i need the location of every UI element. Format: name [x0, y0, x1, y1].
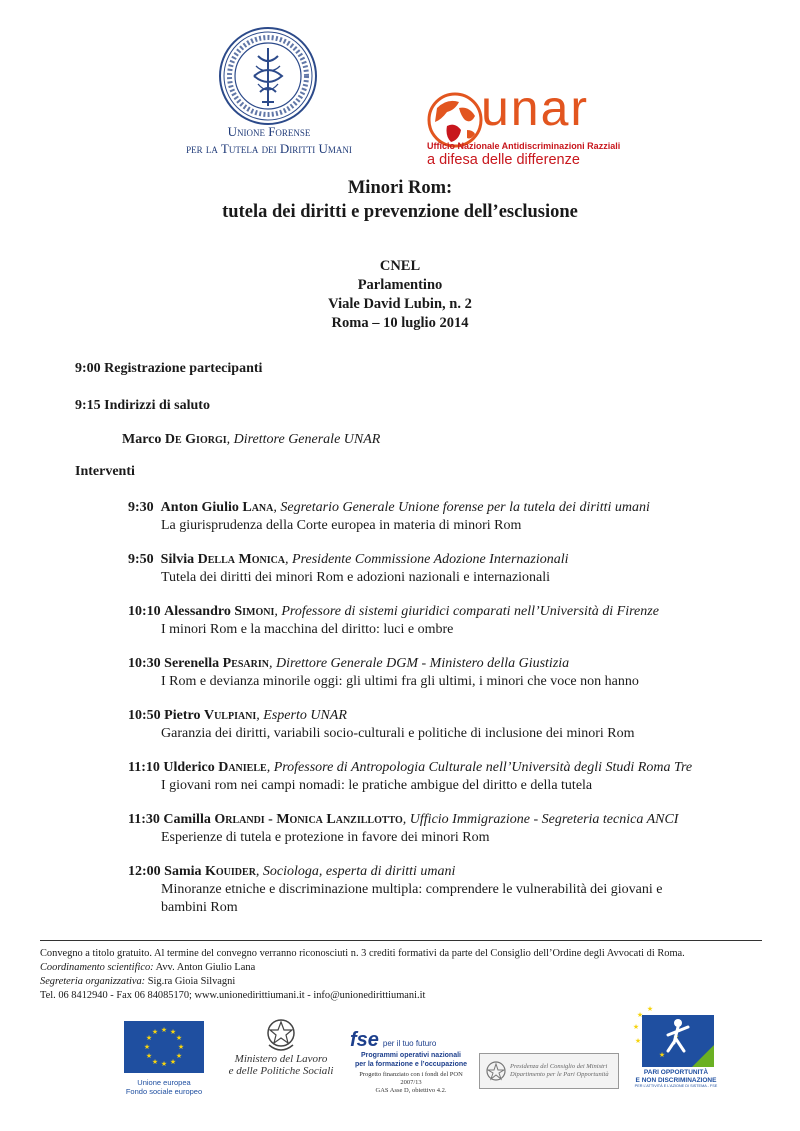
talk-topic: Tutela dei diritti dei minori Rom e adozioni nazionali e internazionali [161, 570, 551, 585]
greeter-line [122, 431, 380, 449]
po-label-2: E NON DISCRIMINAZIONE [635, 1076, 717, 1084]
speaker-role: , Esperto UNAR [256, 708, 347, 723]
footer-info [40, 947, 770, 1003]
speaker-first-name: Alessandro [164, 604, 235, 619]
speaker-last-name: Vulpiani [203, 708, 257, 723]
document-title [0, 176, 800, 224]
venue-line2: Parlamentino [357, 277, 443, 293]
talk-item [128, 863, 718, 917]
venue-line4: Roma – 10 luglio 2014 [331, 315, 469, 331]
presidency-emblem-icon [484, 1059, 508, 1085]
speaker-first-name: Serenella [164, 656, 223, 671]
talk-item [128, 707, 718, 743]
speaker-first-name: Pietro [164, 708, 204, 723]
footer-coord-value: Avv. Anton Giulio Lana [153, 962, 256, 973]
speaker-role: , Direttore Generale DGM - Ministero della Giustizia [268, 656, 570, 671]
pon-label-1: Progetto finanziato con i fondi del PON 2007/13 [359, 1071, 463, 1086]
speaker-last-name: Kouider [205, 864, 256, 879]
footer-credits-note: Convegno a titolo gratuito. Al termine del convegno verranno riconosciuti n. 3 crediti formativi da parte del Consiglio dell’Ordine degli Avvocati di Roma. [40, 948, 685, 959]
svg-text:★: ★ [175, 1052, 183, 1060]
union-name-line2: per la Tutela dei Diritti Umani [186, 141, 352, 156]
venue-line1: CNEL [379, 258, 421, 274]
talk-item [128, 759, 718, 795]
svg-text:★: ★ [145, 1034, 153, 1042]
talk-item [128, 655, 718, 691]
unar-tagline: a difesa delle differenze [427, 152, 580, 168]
title-line1: Minori Rom: [347, 178, 453, 198]
svg-text:★: ★ [632, 1023, 640, 1031]
venue-line3: Viale David Lubin, n. 2 [328, 296, 472, 312]
svg-text:★: ★ [634, 1037, 642, 1045]
pari-opportunita-logo [630, 1005, 722, 1089]
speaker-last-name: Della Monica [197, 552, 286, 567]
svg-text:★: ★ [672, 1033, 680, 1041]
talk-time: 11:10 [128, 760, 160, 775]
ministry-label-1: Ministero del Lavoro [234, 1053, 328, 1065]
speaker-first-name: Anton Giulio [160, 500, 243, 515]
talk-topic: Garanzia dei diritti, variabili socio-culturali e politiche di inclusione dei minori Rom [161, 726, 635, 741]
speaker-role: , Segretario Generale Unione forense per la tutela dei diritti umani [273, 500, 650, 515]
talk-topic: Minoranze etniche e discriminazione multipla: comprendere le vulnerabilità dei giovani e bambini Rom [161, 882, 663, 915]
talk-time: 11:30 [128, 812, 160, 827]
italian-emblem-icon [264, 1015, 298, 1053]
footer-seg-label: Segreteria organizzativa: [40, 976, 146, 987]
talk-item [128, 551, 718, 587]
eu-label-1: Unione europea [137, 1078, 191, 1087]
talk-topic: La giurisprudenza della Corte europea in materia di minori Rom [161, 518, 522, 533]
talk-topic: I Rom e devianza minorile oggi: gli ultimi fra gli ultimi, i minori che voce non hanno [161, 674, 639, 689]
union-name-line1: Unione Forense [227, 124, 311, 139]
speaker-last-name: Pesarin [222, 656, 269, 671]
talk-time: 12:00 [128, 864, 161, 879]
unar-logo [425, 80, 665, 176]
venue-block [0, 257, 800, 333]
eu-logo [124, 1021, 208, 1096]
greeter-last-name: De Giorgi [164, 432, 227, 447]
speaker-role: , Sociologa, esperta di diritti umani [255, 864, 456, 879]
eu-label-2: Fondo sociale europeo [125, 1087, 203, 1096]
speaker-first-name: Ulderico [163, 760, 219, 775]
speaker-role: , Professore di Antropologia Culturale nell’Università degli Studi Roma Tre [266, 760, 693, 775]
talk-topic: Esperienze di tutela e protezione in favore dei minori Rom [161, 830, 490, 845]
union-seal-logo [218, 26, 318, 126]
svg-text:★: ★ [169, 1058, 177, 1066]
presidency-label-2: Dipartimento per le Pari Opportunità [510, 1071, 609, 1078]
talk-time: 9:50 [128, 552, 154, 567]
svg-text:★: ★ [646, 1005, 654, 1013]
fse-slogan: per il tuo futuro [382, 1039, 437, 1048]
svg-text:★: ★ [175, 1034, 183, 1042]
speaker-last-name: Lana [242, 500, 274, 515]
presidency-logo [479, 1053, 619, 1089]
pari-opportunita-icon [632, 1005, 718, 1069]
talk-time: 10:50 [128, 708, 161, 723]
greeter-first-name: Marco [122, 432, 165, 447]
footer-coord-label: Coordinamento scientifico: [40, 962, 154, 973]
footer-contacts: Tel. 06 8412940 - Fax 06 84085170; www.unionedirittiumani.it - info@unionedirittiumani.it [40, 990, 426, 1001]
speaker-first-name: Samia [164, 864, 206, 879]
talk-topic: I minori Rom e la macchina del diritto: luci e ombre [161, 622, 454, 637]
speaker-last-name: Daniele [218, 760, 267, 775]
title-line2: tutela dei diritti e prevenzione dell’esclusione [222, 202, 578, 222]
svg-text:★: ★ [151, 1058, 159, 1066]
svg-text:★: ★ [160, 1026, 168, 1034]
footer-seg-value: Sig.ra Gioia Silvagni [145, 976, 236, 987]
speaker-role: , Ufficio Immigrazione - Segreteria tecnica ANCI [402, 812, 679, 827]
svg-text:★: ★ [160, 1060, 168, 1068]
fse-label-2: per la formazione e l’occupazione [354, 1060, 468, 1068]
unar-wordmark: unar [481, 80, 590, 136]
union-name [140, 123, 398, 157]
svg-text:★: ★ [143, 1043, 151, 1051]
footer-divider [40, 940, 762, 941]
greeter-role: , Direttore Generale UNAR [226, 432, 381, 447]
presidency-label-1: Presidenza del Consiglio dei Ministri [510, 1063, 608, 1070]
svg-text:★: ★ [658, 1051, 666, 1059]
speaker-role: , Professore di sistemi giuridici comparati nell’Università di Firenze [274, 604, 659, 619]
fse-logo [350, 1029, 472, 1095]
speaker-last-name: Simoni [234, 604, 275, 619]
svg-text:★: ★ [177, 1043, 185, 1051]
po-label-1: PARI OPPORTUNITÀ [643, 1069, 709, 1076]
fse-mark: fse [350, 1029, 379, 1051]
talk-time: 10:30 [128, 656, 161, 671]
talk-item [128, 603, 718, 639]
po-label-3: PER L’ATTIVITÀ E L’AZIONE DI SISTEMA - FSE [634, 1084, 718, 1088]
speaker-first-name: Camilla [163, 812, 215, 827]
speaker-first-name: Silvia [160, 552, 198, 567]
ministry-label-2: e delle Politiche Sociali [228, 1065, 334, 1077]
interventi-heading: Interventi [75, 464, 135, 479]
talk-item [128, 811, 718, 847]
registration-item: 9:00 Registrazione partecipanti [75, 361, 263, 376]
eu-flag-icon [124, 1021, 204, 1073]
talk-topic: I giovani rom nei campi nomadi: le pratiche ambigue del diritto e della tutela [161, 778, 593, 793]
svg-text:★: ★ [636, 1011, 644, 1019]
ministry-labour-logo [218, 1015, 344, 1077]
svg-text:★: ★ [151, 1028, 159, 1036]
greetings-item: 9:15 Indirizzi di saluto [75, 398, 210, 413]
unar-subtitle: Ufficio Nazionale Antidiscriminazioni Razziali [427, 141, 621, 151]
fse-label-1: Programmi operativi nazionali [361, 1052, 461, 1059]
speaker-role: , Presidente Commissione Adozione Internazionali [285, 552, 569, 567]
talk-item [128, 499, 718, 535]
svg-text:★: ★ [145, 1052, 153, 1060]
speaker-last-name: Orlandi - Monica Lanzillotto [214, 812, 403, 827]
svg-text:★: ★ [169, 1028, 177, 1036]
talk-time: 9:30 [128, 500, 154, 515]
pon-label-2: GAS Asse D, obiettivo 4.2. [375, 1087, 447, 1094]
talk-time: 10:10 [128, 604, 161, 619]
